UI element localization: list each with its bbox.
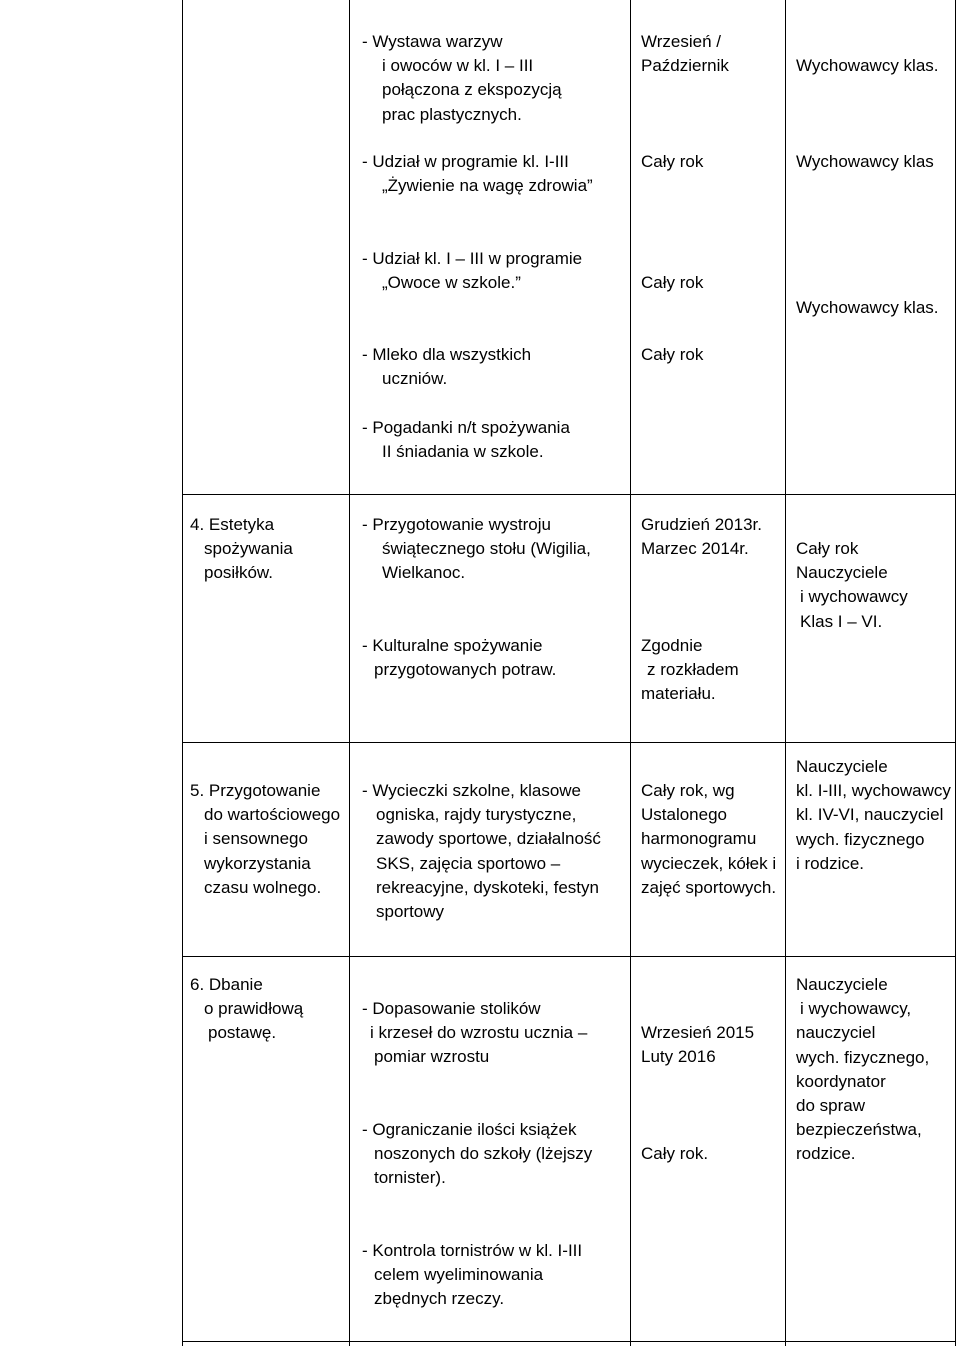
- task-vegetable-exhibition: - Wystawa warzyw i owoców w kl. I – III połączona z ekspozycją prac plastycznych.: [362, 32, 562, 124]
- term-vegetable-exhibition: Wrzesień / Październik: [641, 32, 729, 76]
- task-cultured-eating: - Kulturalne spożywanie przygotowanych potraw.: [362, 636, 557, 680]
- resp-fruit-program: Wychowawcy klas.: [796, 298, 939, 317]
- table-border-bottom: [182, 1341, 955, 1342]
- term-healthy-weight-program: Cały rok: [641, 152, 704, 171]
- term-limit-books: Cały rok.: [641, 1144, 709, 1163]
- resp-trips-and-sports: Nauczyciele kl. I-III, wychowawcy kl. IV-VI, nauczyciel wych. fizycznego i rodzice.: [796, 757, 951, 873]
- table-border-col2: [349, 0, 350, 1346]
- task-desk-fitting: - Dopasowanie stolików i krzeseł do wzrostu ucznia – pomiar wzrostu: [362, 999, 588, 1067]
- task-trips-and-sports: - Wycieczki szkolne, klasowe ogniska, rajdy turystyczne, zawody sportowe, działalność SKS, zajęcia sportowo – rekreacyjne, dyskoteki, festyn sportowy: [362, 781, 601, 921]
- term-trips-and-sports: Cały rok, wg Ustalonego harmonogramu wycieczek, kółek i zajęć sportowych.: [641, 781, 777, 897]
- task-milk-program: - Mleko dla wszystkich uczniów.: [362, 345, 532, 389]
- area-free-time: 5. Przygotowanie do wartościowego i sensownego wykorzystania czasu wolnego.: [190, 781, 341, 897]
- resp-meal-aesthetics: Cały rok Nauczyciele i wychowawcy Klas I – VI.: [796, 539, 908, 631]
- table-border-col4: [785, 0, 786, 1346]
- term-milk-program: Cały rok: [641, 345, 704, 364]
- task-fruit-program: - Udział kl. I – III w programie „Owoce w szkole.”: [362, 249, 583, 293]
- area-meal-aesthetics: 4. Estetyka spożywania posiłków.: [190, 515, 293, 583]
- resp-posture: Nauczyciele i wychowawcy, nauczyciel wych. fizycznego, koordynator do spraw bezpieczeństwa, rodzice.: [796, 975, 930, 1164]
- resp-healthy-weight-program: Wychowawcy klas: [796, 152, 934, 171]
- area-posture: 6. Dbanie o prawidłową postawę.: [190, 975, 304, 1043]
- term-festive-table: Grudzień 2013r. Marzec 2014r.: [641, 515, 762, 559]
- row-divider-5: [182, 742, 955, 743]
- task-healthy-weight-program: - Udział w programie kl. I-III „Żywienie na wagę zdrowia”: [362, 152, 593, 196]
- table-border-left: [182, 0, 183, 1346]
- task-breakfast-talks: - Pogadanki n/t spożywania II śniadania w szkole.: [362, 418, 570, 462]
- row-divider-6: [182, 956, 955, 957]
- table-border-col3: [630, 0, 631, 1346]
- resp-vegetable-exhibition: Wychowawcy klas.: [796, 56, 939, 75]
- table-border-right: [955, 0, 956, 1346]
- row-divider-4: [182, 494, 955, 495]
- term-cultured-eating: Zgodnie z rozkładem materiału.: [641, 636, 739, 704]
- task-limit-books: - Ograniczanie ilości książek noszonych do szkoły (lżejszy tornister).: [362, 1120, 593, 1188]
- term-desk-fitting: Wrzesień 2015 Luty 2016: [641, 1023, 755, 1067]
- task-backpack-check: - Kontrola tornistrów w kl. I-III celem wyeliminowania zbędnych rzeczy.: [362, 1241, 583, 1309]
- term-fruit-program: Cały rok: [641, 273, 704, 292]
- task-festive-table: - Przygotowanie wystroju świątecznego stołu (Wigilia, Wielkanoc.: [362, 515, 591, 583]
